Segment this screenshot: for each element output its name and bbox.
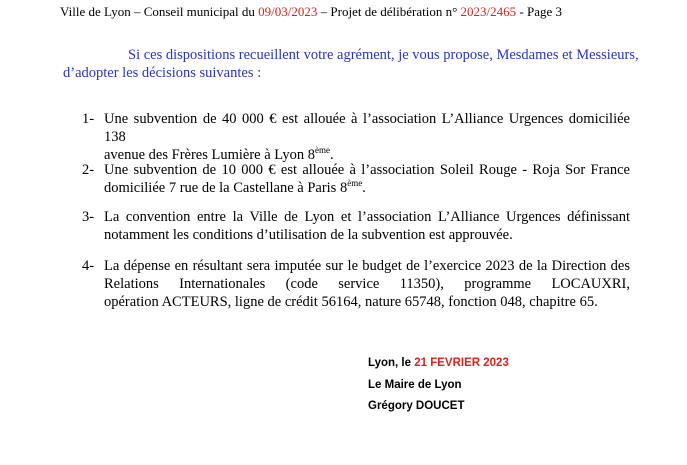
council-date: 09/03/2023: [258, 4, 318, 19]
decision-line-text: domiciliée 7 rue de la Castellane à Paris 8: [104, 180, 348, 196]
decision-number: 2-: [82, 162, 95, 178]
line-end: .: [362, 180, 366, 196]
decision-line: La convention entre la Ville de Lyon et l’association L’Alliance Urgences définissant: [104, 209, 630, 225]
signature-place: Lyon, le: [368, 357, 415, 369]
decision-text: [104, 257, 630, 311]
decision-line: notamment les conditions d’utilisation de la subvention est approuvée.: [104, 227, 513, 243]
ordinal-suffix: ème: [314, 145, 330, 155]
decision-line: Une subvention de 10 000 € est allouée à l’association Soleil Rouge - Roja Sor France: [104, 162, 630, 178]
signature-role: Le Maire de Lyon: [368, 379, 462, 391]
decision-text: [104, 110, 630, 164]
decision-item-2: [82, 161, 630, 197]
ordinal-suffix: ème: [347, 178, 363, 188]
decision-line: La dépense en résultant sera imputée sur le budget de l’exercice 2023 de la Direction des: [104, 258, 630, 274]
page-header: [60, 4, 562, 20]
decision-line: Une subvention de 40 000 € est allouée à l’association L’Alliance Urgences domiciliée 138: [104, 111, 630, 145]
page-number: - Page 3: [516, 4, 562, 19]
decision-line-text: avenue des Frères Lumière à Lyon 8: [104, 147, 315, 163]
decision-number: 1-: [82, 111, 95, 127]
deliberation-number: 2023/2465: [460, 4, 517, 19]
decision-line: opération ACTEURS, ligne de crédit 56164, nature 65748, fonction 048, chapitre 65.: [104, 294, 598, 310]
header-middle: – Projet de délibération n°: [317, 4, 461, 19]
intro-line-1: Si ces dispositions recueillent votre agrément, je vous propose, Mesdames et Messieurs,: [128, 47, 639, 63]
header-prefix: Ville de Lyon – Conseil municipal du: [60, 4, 259, 19]
intro-line-2: d’adopter les décisions suivantes :: [63, 65, 262, 81]
decision-text: [104, 161, 630, 197]
decision-line: [104, 179, 630, 197]
decision-item-4: [82, 257, 630, 311]
decision-text: [104, 208, 630, 244]
decision-item-1: [82, 110, 630, 164]
intro-paragraph: [63, 46, 639, 82]
signature-place-date: [368, 357, 509, 369]
decision-number: 3-: [82, 209, 95, 225]
signature-date: 21 FEVRIER 2023: [414, 357, 509, 369]
decision-line: Relations Internationales (code service 11350), programme LOCAUXRI,: [104, 276, 630, 292]
line-end: .: [329, 147, 334, 163]
decision-number: 4-: [82, 258, 95, 274]
signature-name: Grégory DOUCET: [368, 400, 465, 412]
decision-item-3: [82, 208, 630, 244]
